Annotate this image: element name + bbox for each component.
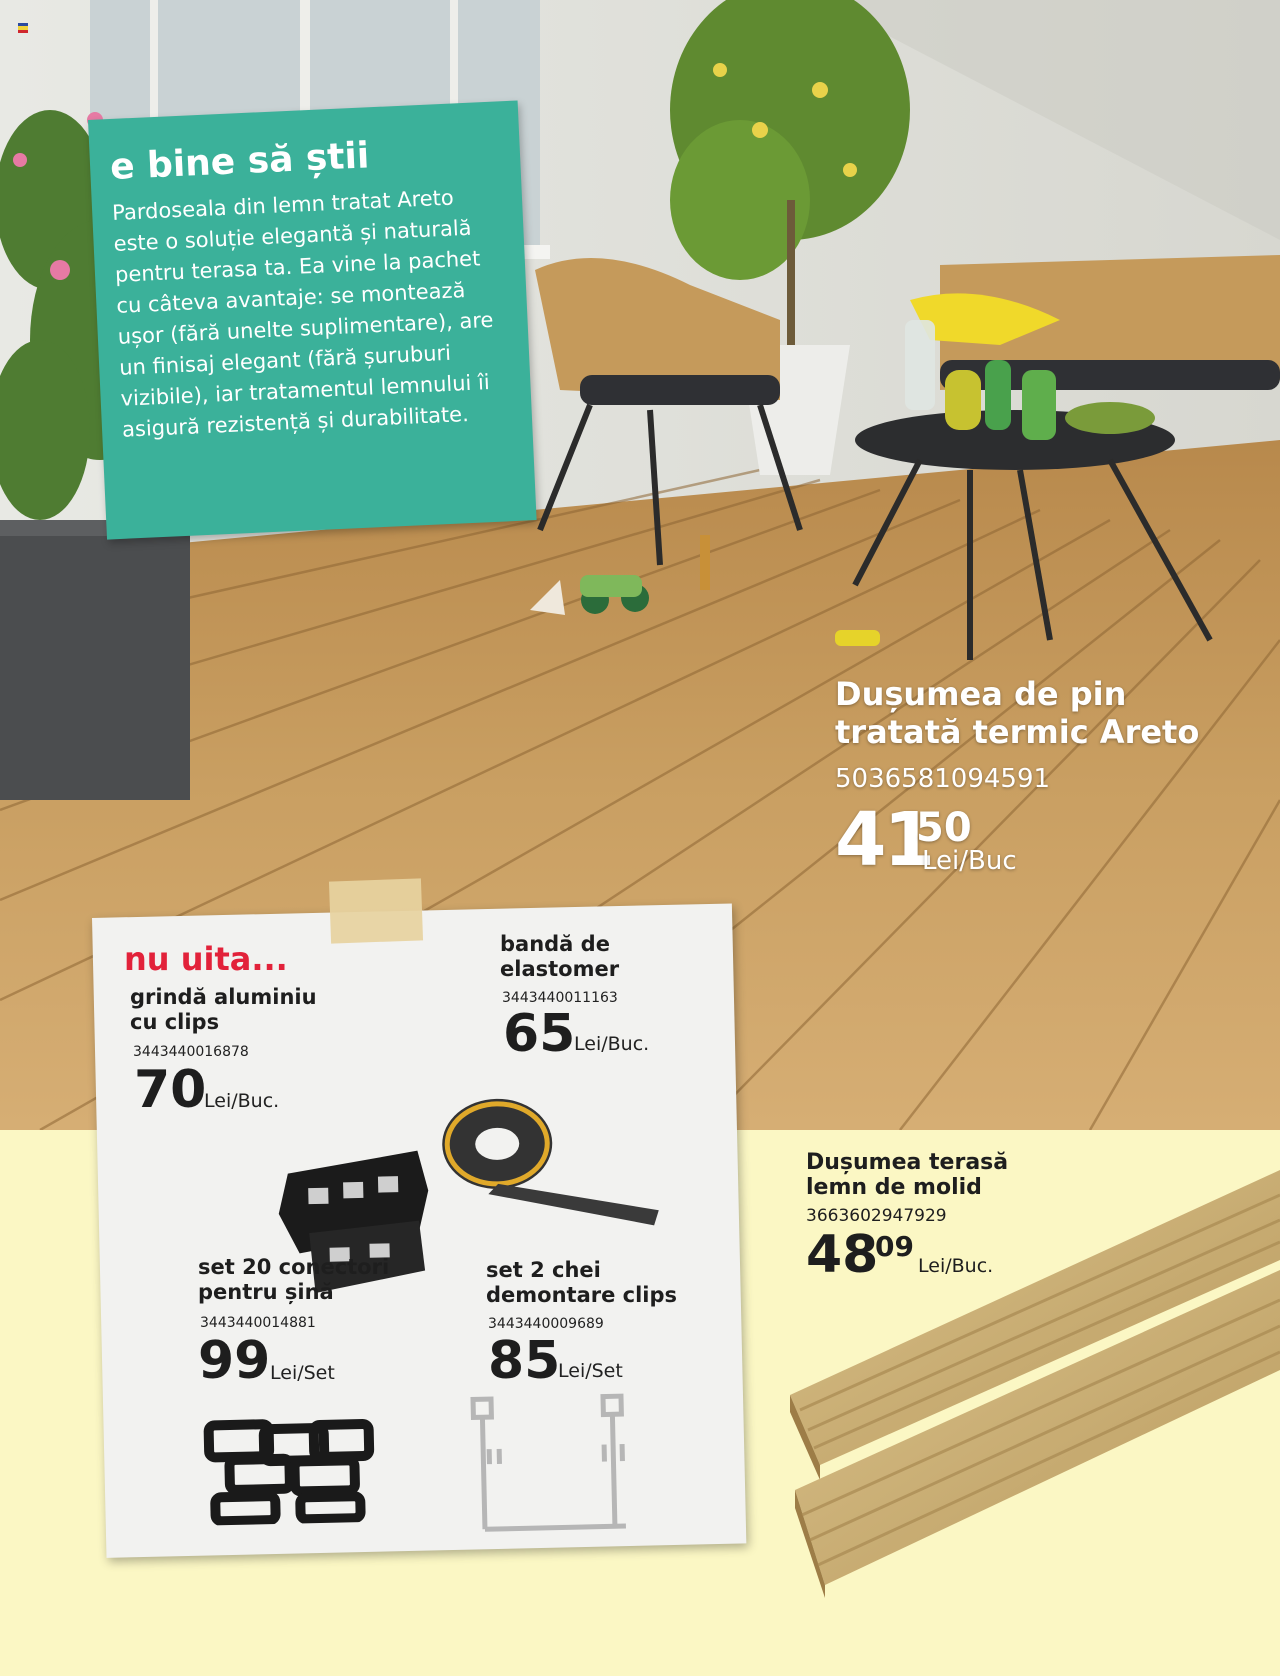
accessory-title bbox=[486, 1258, 677, 1308]
language-flag-icon bbox=[18, 20, 28, 30]
accessory-title-line2: elastomer bbox=[500, 957, 620, 981]
accessory-unit: Lei/Set bbox=[270, 1362, 335, 1384]
main-product-price-unit: Lei/Buc bbox=[922, 846, 1017, 876]
main-product-code: 5036581094591 bbox=[835, 764, 1051, 794]
accessory-title-line1: grindă aluminiu bbox=[130, 985, 317, 1009]
accessory-unit: Lei/Buc. bbox=[574, 1033, 650, 1055]
second-product-price-unit: Lei/Buc. bbox=[918, 1255, 994, 1277]
main-product-title bbox=[835, 675, 1265, 751]
info-note-text: Pardoseala din lemn tratat Areto este o soluție elegantă și naturală pentru terasa ta. Ea vine la pachet cu câteva avantaje: se montează ușor (fără unelte suplimentare), are un finisaj elegant (fără șuruburi vizibile), iar tratamentul lemnului îi asigură rezistență și durabilitate. bbox=[111, 185, 494, 442]
accessory-title-line2: pentru șină bbox=[198, 1280, 334, 1304]
accessory-code: 3443440011163 bbox=[502, 990, 618, 1006]
second-product-code: 3663602947929 bbox=[806, 1206, 947, 1226]
elastomer-tape-image bbox=[436, 1080, 669, 1235]
accessory-title bbox=[198, 1255, 389, 1305]
accessory-price: 70 bbox=[134, 1060, 207, 1120]
accessory-unit: Lei/Set bbox=[558, 1360, 623, 1382]
accessories-heading: nu uita... bbox=[124, 940, 288, 978]
second-product-price-integer: 48 bbox=[806, 1225, 879, 1285]
connectors-set-image bbox=[193, 1412, 385, 1526]
info-note bbox=[88, 100, 537, 539]
second-product-price-decimal: 09 bbox=[875, 1230, 914, 1263]
accessory-title-line2: demontare clips bbox=[486, 1283, 678, 1307]
spruce-deck-boards-image bbox=[780, 1130, 1280, 1600]
info-note-title: e bine să știi bbox=[109, 135, 371, 189]
second-product-title-line1: Dușumea terasă bbox=[806, 1150, 1009, 1175]
tape-strip bbox=[329, 878, 423, 943]
main-product-title-line2: tratată termic Areto bbox=[835, 713, 1200, 751]
accessory-code: 3443440016878 bbox=[133, 1044, 249, 1060]
accessory-title-line1: bandă de bbox=[500, 932, 610, 956]
main-product-price-integer: 41 bbox=[835, 797, 932, 883]
accessory-title-line1: set 20 conectori bbox=[198, 1255, 390, 1279]
accessory-code: 3443440014881 bbox=[200, 1315, 316, 1331]
main-product-price-decimal: 50 bbox=[916, 805, 972, 851]
accessory-price: 99 bbox=[198, 1331, 271, 1391]
accessory-title-line1: set 2 chei bbox=[486, 1258, 601, 1282]
removal-keys-image bbox=[463, 1385, 657, 1559]
accessory-unit: Lei/Buc. bbox=[204, 1090, 280, 1112]
accessory-price: 85 bbox=[488, 1331, 561, 1391]
second-product-title-line2: lemn de molid bbox=[806, 1175, 982, 1200]
main-product-title-line1: Dușumea de pin bbox=[835, 675, 1127, 713]
accessory-title bbox=[500, 932, 619, 982]
accessory-title-line2: cu clips bbox=[130, 1010, 220, 1034]
accessory-title bbox=[130, 985, 317, 1035]
accessory-code: 3443440009689 bbox=[488, 1316, 604, 1332]
accessory-price: 65 bbox=[503, 1004, 576, 1064]
